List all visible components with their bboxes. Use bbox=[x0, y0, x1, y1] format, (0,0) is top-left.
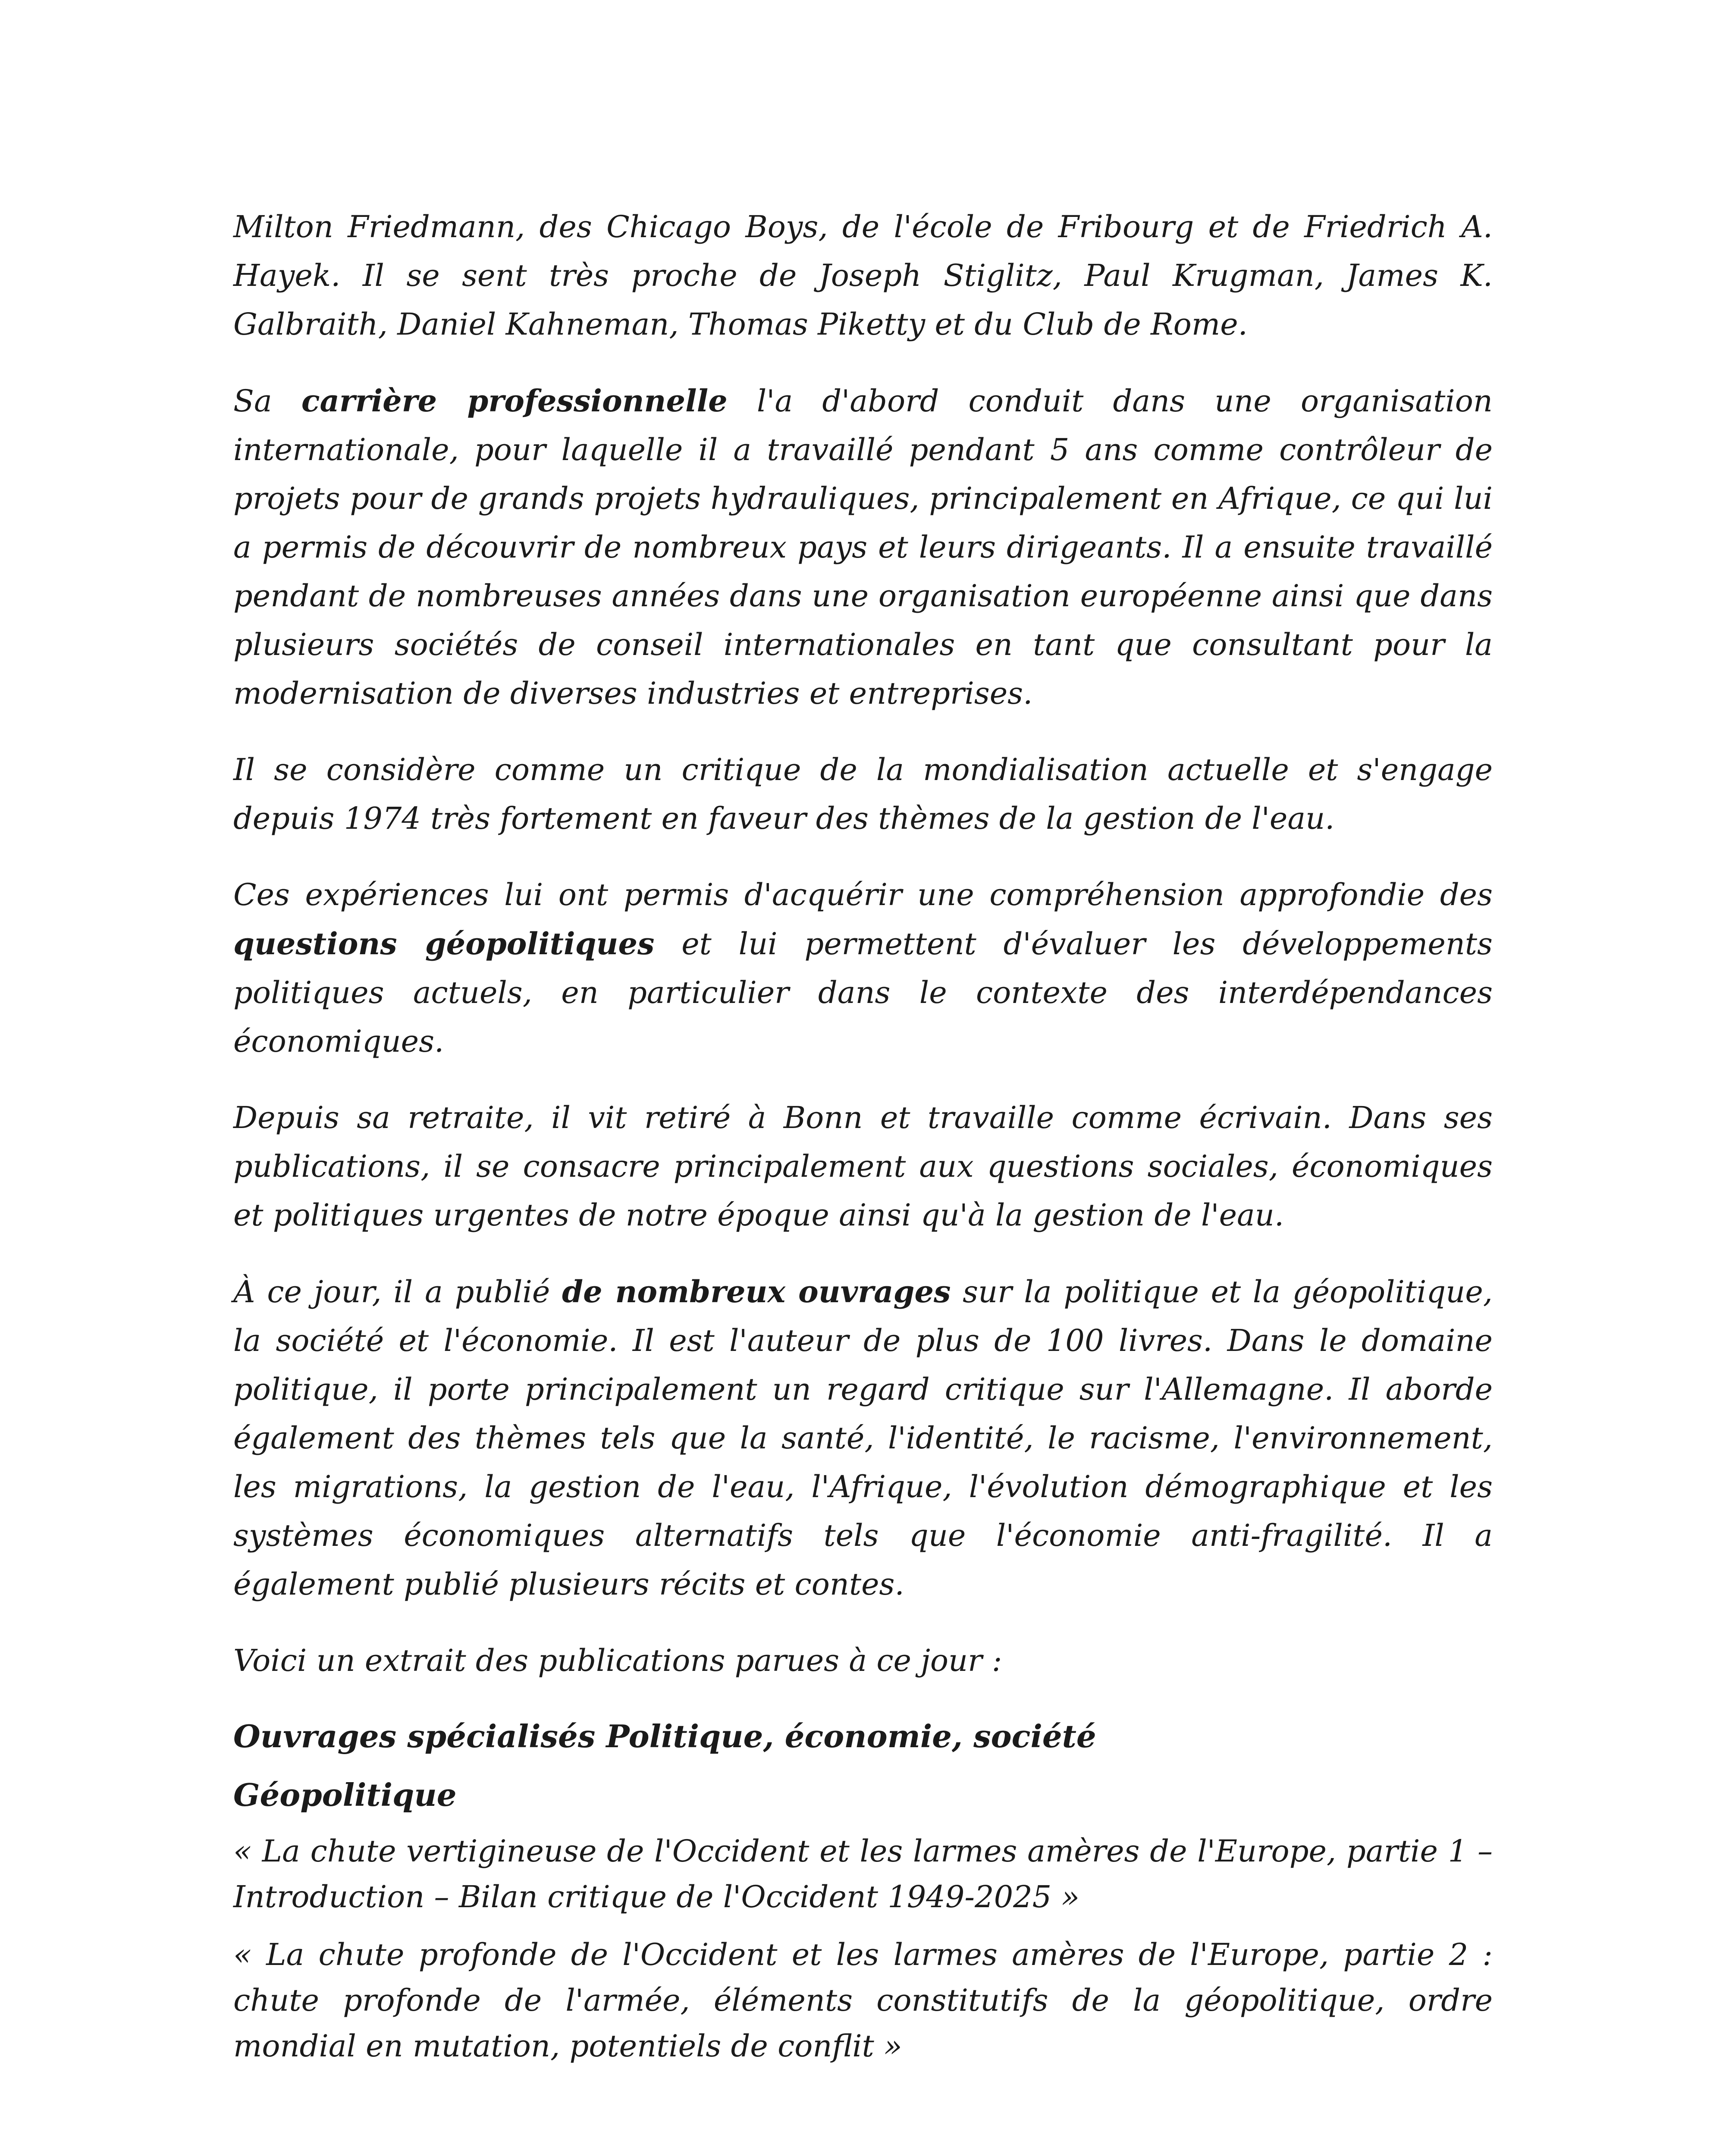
paragraph-geopolitics bbox=[233, 871, 1493, 1066]
paragraph-globalization: Il se considère comme un critique de la mondialisation actuelle et s'engage depuis 1974 très fortement en faveur des thèmes de la gestion de l'eau. bbox=[233, 752, 1493, 836]
section-heading-geopolitics: Géopolitique bbox=[233, 1777, 457, 1813]
geopolitics-text-end: et lui permettent d'évaluer les développements politiques actuels, en particulier dans le contexte des interdépendances économiques. bbox=[233, 926, 1493, 1059]
paragraph-influences: Milton Friedmann, des Chicago Boys, de l'école de Fribourg et de Friedrich A. Hayek. Il se sent très proche de Joseph Stiglitz, Paul Krugman, James K. Galbraith, Daniel Kahneman, Thomas Piketty et du Club de Rome. bbox=[233, 209, 1493, 342]
geopolitics-text-start: Ces expériences lui ont permis d'acquérir une compréhension approfondie des bbox=[233, 877, 1493, 912]
book-title-part-1: « La chute vertigineuse de l'Occident et les larmes amères de l'Europe, partie 1 – Introduction – Bilan critique de l'Occident 1949-2025 » bbox=[233, 1833, 1493, 1915]
paragraph-retirement: Depuis sa retraite, il vit retiré à Bonn et travaille comme écrivain. Dans ses publications, il se consacre principalement aux questions sociales, économiques et politiques urgentes de notre époque ainsi qu'à la gestion de l'eau. bbox=[233, 1100, 1493, 1233]
paragraph-career bbox=[233, 376, 1493, 718]
publications-text-end: sur la politique et la géopolitique, la société et l'économie. Il est l'auteur de plus de 100 livres. Dans le domaine politique, il porte principalement un regard critique sur l'Allemagne. Il aborde également des thèmes tels que la santé, l'identité, le racisme, l'environnement, les migrations, la gestion de l'eau, l'Afrique, l'évolution démographique et les systèmes économiques alternatifs tels que l'économie anti-fragilité. Il a également publié plusieurs récits et contes. bbox=[233, 1274, 1493, 1602]
document-body bbox=[233, 203, 1493, 2081]
section-heading-specialized-works: Ouvrages spécialisés Politique, économie, société bbox=[233, 1718, 1096, 1755]
geopolitics-emphasis: questions géopolitiques bbox=[233, 926, 655, 962]
publications-text-start: À ce jour, il a publié bbox=[233, 1274, 562, 1310]
book-title-part-2: « La chute profonde de l'Occident et les larmes amères de l'Europe, partie 2 : chute profonde de l'armée, éléments constitutifs de la géopolitique, ordre mondial en mutation, potentiels de conflit » bbox=[233, 1937, 1493, 2064]
paragraph-publications bbox=[233, 1267, 1493, 1609]
publications-emphasis: de nombreux ouvrages bbox=[562, 1274, 951, 1310]
career-emphasis: carrière professionnelle bbox=[301, 383, 728, 419]
career-text-end: l'a d'abord conduit dans une organisation internationale, pour laquelle il a travaillé pendant 5 ans comme contrôleur de projets pour de grands projets hydrauliques, principalement en Afrique, ce qui lui a permis de découvrir de nombreux pays et leurs dirigeants. Il a ensuite travaillé pendant de nombreuses années dans une organisation européenne ainsi que dans plusieurs sociétés de conseil internationales en tant que consultant pour la modernisation de diverses industries et entreprises. bbox=[233, 383, 1493, 711]
paragraph-extract-intro: Voici un extrait des publications parues à ce jour : bbox=[233, 1643, 1002, 1678]
career-text-start: Sa bbox=[233, 383, 301, 419]
